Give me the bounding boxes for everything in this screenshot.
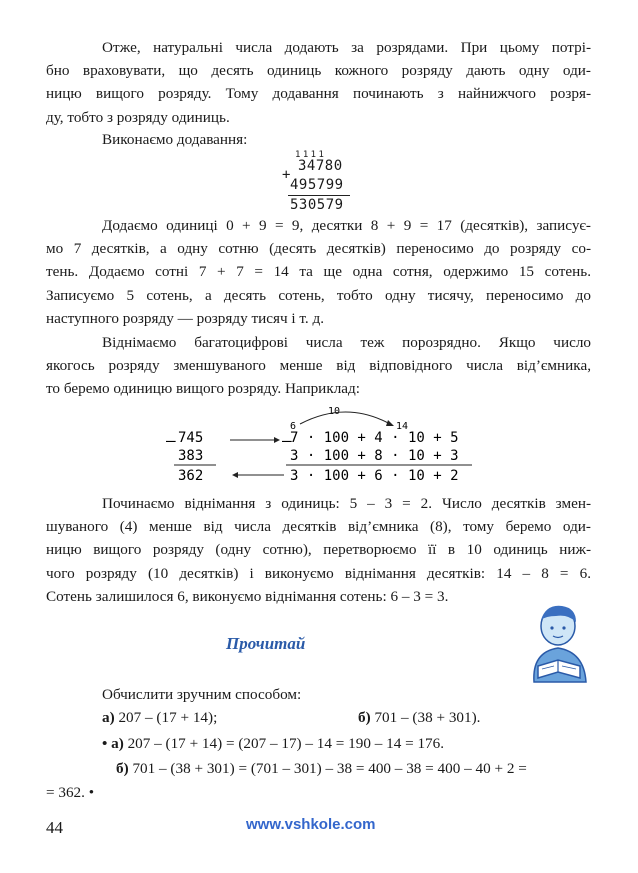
borrow-ten-label: 10: [328, 406, 341, 417]
text-line: то беремо одиницю вищого розряду. Наприклад:: [46, 380, 360, 398]
text-line: Починаємо віднімання з одиниць: 5 – 3 = 2. Число десятків змен-: [102, 495, 591, 512]
addend-1: 34780: [298, 158, 343, 174]
subtraction-diagram: [160, 402, 480, 494]
minus-sign-expanded: –: [282, 431, 292, 450]
task-item-a: [102, 707, 217, 729]
item-a-text: 207 – (17 + 14);: [118, 709, 218, 726]
sum-result: 530579: [290, 197, 344, 213]
text-line: ду, тобто з розряду одиниць.: [46, 108, 230, 126]
text-line: якогось розряду зменшуваного менше від відповідного числа від’ємника,: [46, 357, 591, 375]
paragraph-subtraction-explain: [46, 492, 591, 608]
subtrahend: 383: [178, 448, 204, 464]
text-line: Виконаємо додавання:: [102, 131, 248, 148]
item-b-text: 701 – (38 + 301).: [374, 709, 481, 726]
text-line: ницю вищого розряду (одну сотню), перетворюємо її в 10 одиниць ниж-: [46, 541, 591, 559]
text-line: Додаємо одиниці 0 + 9 = 9, десятки 8 + 9 = 17 (десятків), записує-: [102, 217, 591, 234]
text-line: ницю вищого розряду. Тому додавання починають з найнижчого розря-: [46, 85, 591, 103]
borrow-hundreds-label: 6: [290, 421, 297, 432]
solution-b-label: б): [116, 760, 129, 777]
paragraph-subtraction-intro: [46, 331, 591, 401]
solution-b-text: 701 – (38 + 301) = (701 – 301) – 38 = 400 – 38 = 400 – 40 + 2 =: [132, 760, 527, 777]
text-line: Отже, натуральні числа додають за розрядами. При цьому потрі-: [102, 39, 591, 56]
expanded-minuend: 7 · 100 + 4 · 10 + 5: [290, 430, 459, 446]
borrow-arc-head: [386, 420, 394, 426]
text-line: шуваного (4) менше від числа десятків від’ємника (8), тому беремо оди-: [46, 518, 591, 536]
text-line: Сотень залишилося 6, виконуємо віднімання сотень: 6 – 3 = 3.: [46, 587, 449, 605]
solution-b-end: = 362. •: [46, 784, 95, 801]
expanded-subtrahend: 3 · 100 + 8 · 10 + 3: [290, 448, 459, 464]
paragraph-addition-intro: [46, 36, 591, 129]
arrow-left-head: [232, 472, 238, 478]
solution-a: [102, 733, 444, 755]
minuend: 745: [178, 430, 204, 446]
page-number: 44: [46, 818, 63, 837]
text-line: Записуємо 5 сотень, а десять сотень, тобто одну тисячу, переносимо до: [46, 286, 591, 304]
plus-sign: +: [282, 167, 291, 183]
item-a-label: а): [102, 709, 115, 726]
text-line: наступного розряду — розряду тисяч і т. д.: [46, 309, 325, 327]
text-line: мо 7 десятків, а одну сотню (десять десятків) переносимо до розряду со-: [46, 240, 591, 258]
text-line: чого розряду (10 десятків) і виконуємо віднімання десятків: 14 – 8 = 6.: [46, 564, 591, 582]
task-item-b: [358, 707, 480, 729]
difference: 362: [178, 468, 204, 484]
text-line: Віднімаємо багатоцифрові числа теж порозрядно. Якщо число: [102, 334, 591, 351]
task-statement: Обчислити зручним способом:: [102, 686, 302, 703]
text-line: бно враховувати, що десять одиниць кожного розряду дають одну оди-: [46, 62, 591, 80]
text-line: тень. Додаємо сотні 7 + 7 = 14 та ще одна сотня, одержимо 15 сотень.: [46, 263, 591, 281]
carry-digits: 1111: [295, 150, 327, 160]
expanded-difference: 3 · 100 + 6 · 10 + 2: [290, 468, 459, 484]
read-section-title: Прочитай: [226, 634, 306, 653]
borrow-arc: [300, 412, 390, 424]
solution-a-text: 207 – (17 + 14) = (207 – 17) – 14 = 190 – 14 = 176.: [127, 735, 445, 752]
solution-b: [116, 758, 527, 780]
borrow-tens-label: 14: [396, 421, 409, 432]
arrow-right-head: [274, 437, 280, 443]
sum-rule: [288, 195, 350, 196]
reading-boy-icon: [520, 600, 600, 684]
solution-a-label: • а): [102, 735, 124, 752]
paragraph-addition-explain: [46, 214, 591, 330]
item-b-label: б): [358, 709, 371, 726]
minus-sign: –: [166, 431, 176, 450]
addend-2: 495799: [290, 177, 344, 193]
website-link[interactable]: www.vshkole.com: [246, 816, 376, 833]
